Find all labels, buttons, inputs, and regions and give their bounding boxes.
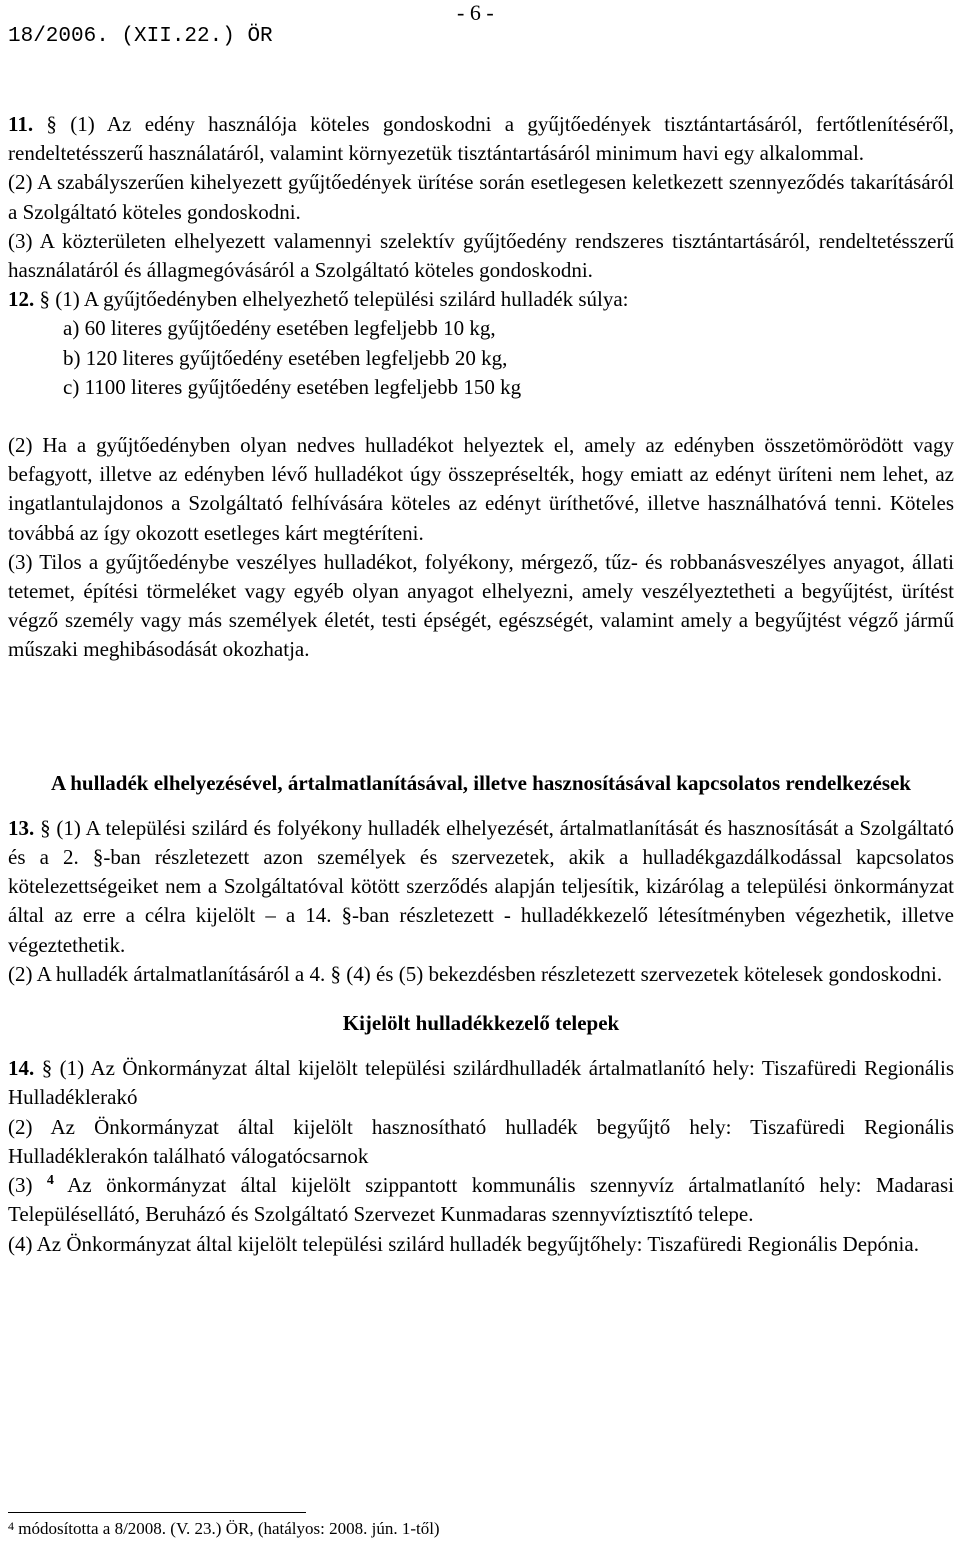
page-number: - 6 - <box>457 0 494 25</box>
document-body <box>8 110 954 1259</box>
section-heading-sites: Kijelölt hulladékkezelő telepek <box>342 1011 620 1036</box>
list-item: b) 120 literes gyűjtőedény esetében legfeljebb 20 kg, <box>63 345 508 370</box>
section-13-para-2: (2) A hulladék ártalmatlanításáról a 4. § (4) és (5) bekezdésben részletezett szervezetek kötelesek gondoskodni. <box>8 961 943 986</box>
section-14-para-4: (4) Az Önkormányzat által kijelölt települési szilárd hulladék begyűjtőhely: Tiszafüredi Regionális Depónia. <box>8 1231 919 1256</box>
section-13-para-1: 13. § (1) A települési szilárd és folyékony hulladék elhelyezését, ártalmatlanítását és hasznosítását a Szolgáltató és a 2. §-ban részletezett azon személyek és szervezetek, akik a hulladékgazdálkodással kapcsolatos kötelezettségeiket nem a Szolgáltatóval kötött szerződés alapján teljesítik, kizárólag a települési önkormányzat által az erre a célra kijelölt – a 14. §-ban részletezett - hulladékkezelő létesítményben végezhetik, illetve végeztethetik. <box>8 815 954 957</box>
footnote-divider <box>8 1512 306 1513</box>
section-12-para-1: 12. § (1) A gyűjtőedényben elhelyezhető települési szilárd hulladék súlya: <box>8 287 629 312</box>
section-symbol-icon: § <box>34 287 50 312</box>
section-number: 13. <box>8 815 35 840</box>
document-reference: 18/2006. (XII.22.) ÖR <box>8 25 273 48</box>
page-header <box>0 0 960 60</box>
footnote-mark: 4 <box>8 1519 14 1533</box>
section-14-para-2: (2) Az Önkormányzat által kijelölt hasznosítható hulladék begyűjtő hely: Tiszafüredi Regionális Hulladéklerakón található válogatócsarnok <box>8 1114 954 1168</box>
section-number: 14. <box>8 1056 35 1081</box>
footnote: $^4$ módosította a 8/2008. (V. 23.) ÖR, (hatályos: 2008. jún. 1-től) <box>8 1519 440 1538</box>
spacer <box>8 402 954 431</box>
section-12-para-3: (3) Tilos a gyűjtőedénybe veszélyes hulladékot, folyékony, mérgező, tűz- és robbanásveszélyes anyagot, állati tetemet, építési törmeléket vagy egyéb olyan anyagot elhelyezni, amely veszélyeztetheti a begyűjtést, ürítést végző személy vagy más személyek életét, testi épségét, egészségét, valamint amely a begyűjtést végző jármű műszaki meghibásodását okozhatja. <box>8 549 954 662</box>
spacer <box>8 665 954 769</box>
section-14-para-1: 14. § (1) Az Önkormányzat által kijelölt települési szilárdhulladék ártalmatlanító hely: Tiszafüredi Regionális Hulladéklerakó <box>8 1056 955 1110</box>
spacer <box>8 989 954 1009</box>
spacer <box>8 1038 954 1054</box>
section-14-para-3: (3) $^4$ Az önkormányzat által kijelölt szippantott kommunális szennyvíz ártalmatlanító hely: Madarasi Településellátó, Beruházó és Szolgáltató Szervezet Kunmadaras szennyvíztisztító telepe. <box>8 1173 954 1227</box>
section-heading-disposal: A hulladék elhelyezésével, ártalmatlanításával, illetve hasznosításával kapcsolatos rendelkezések <box>51 770 911 795</box>
section-12-para-2: (2) Ha a gyűjtőedényben olyan nedves hulladékot helyeztek el, amely az edényben összetömörödött vagy befagyott, illetve az edényben lévő hulladékot úgy összepréselték, hogy emiatt az edényt üríteni nem lehet, az ingatlantulajdonos a Szolgáltató felhívására köteles az edényt üríthetővé, illetve használhatóvá tenni. Köteles továbbá az így okozott esetleges kárt megtéríteni. <box>8 433 954 545</box>
list-item: a) 60 literes gyűjtőedény esetében legfeljebb 10 kg, <box>63 316 496 341</box>
footnote-reference[interactable]: 4 <box>46 1173 54 1189</box>
section-number: 12. <box>8 287 35 312</box>
section-symbol-icon: § <box>34 815 51 840</box>
section-symbol-icon: § <box>33 112 57 136</box>
section-symbol-icon: § <box>34 1056 53 1081</box>
section-number: 11. <box>8 112 34 136</box>
spacer <box>8 798 954 814</box>
section-11-para-2: (2) A szabályszerűen kihelyezett gyűjtőedények ürítése során esetlegesen keletkezett szennyeződés takarításáról a Szolgáltató köteles gondoskodni. <box>8 170 954 224</box>
section-11-para-1: 11. § (1) Az edény használója köteles gondoskodni a gyűjtőedények tisztántartásáról, fertőtlenítéséről, rendeltetésszerű használatáról, valamint környezetük tisztántartásáról minimum havi egy alkalommal. <box>8 112 955 166</box>
list-item: c) 1100 literes gyűjtőedény esetében legfeljebb 150 kg <box>63 374 522 399</box>
section-11-para-3: (3) A közterületen elhelyezett valamennyi szelektív gyűjtőedény rendszeres tisztántartásáról, rendeltetésszerű használatáról és állagmegóvásáról a Szolgáltató köteles gondoskodni. <box>8 228 954 283</box>
